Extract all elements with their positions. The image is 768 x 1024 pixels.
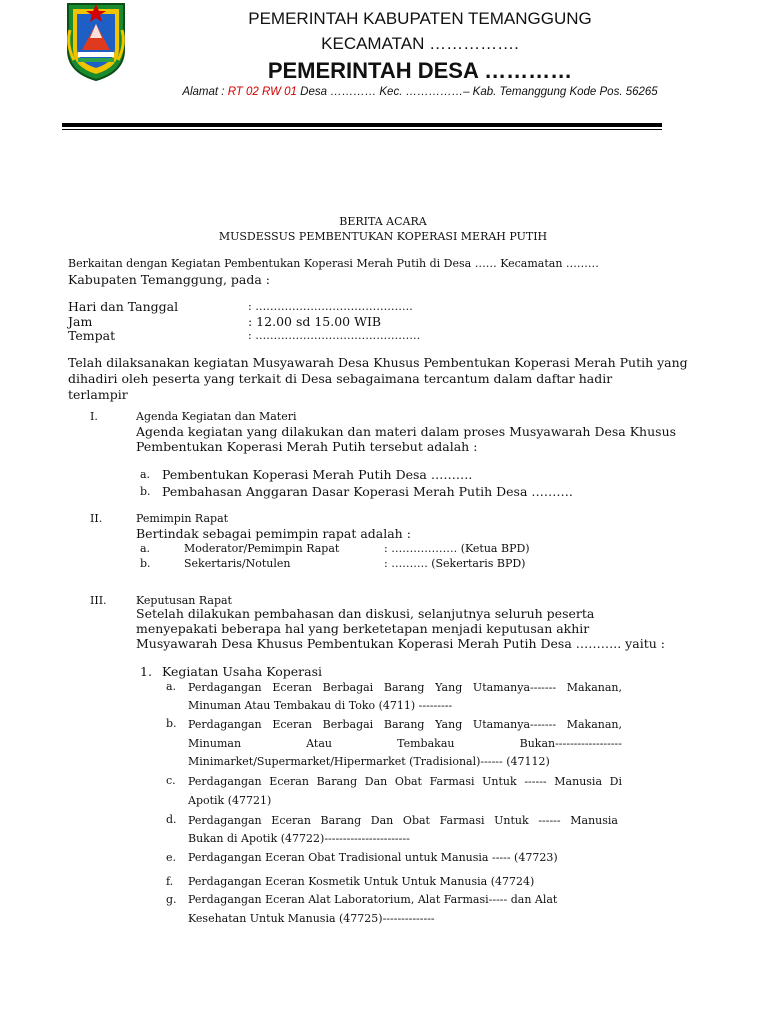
activity-c-line-2: Apotik (47721) (188, 794, 272, 807)
activity-a-line-2: Minuman Atau Tembakau di Toko (4711) --------- (188, 699, 453, 712)
document-subtitle: MUSDESSUS PEMBENTUKAN KOPERASI MERAH PUTIH (218, 230, 548, 243)
section-3-sub-number: 1. (140, 664, 152, 679)
header-village-line: PEMERINTAH DESA ………… (267, 58, 573, 83)
schedule-value-time: : 12.00 sd 15.00 WIB (248, 314, 382, 329)
activity-c-letter: c. (166, 774, 176, 787)
address-rt-rw: RT 02 RW 01 (227, 86, 297, 98)
section-2-item-a-value: : ……………… (Ketua BPD) (384, 542, 530, 555)
activity-d-line-1: Perdagangan Eceran Barang Dan Obat Farmasi Untuk ------ Manusia (188, 814, 618, 827)
activity-b-line-2: Minuman Atau Tembakau Bukan------------------ (188, 737, 622, 750)
activity-f-line-1: Perdagangan Eceran Kosmetik Untuk Untuk Manusia (47724) (188, 875, 535, 888)
header-thick-divider (62, 123, 662, 127)
section-2-item-a-role: Moderator/Pemimpin Rapat (184, 542, 340, 555)
section-1-item-a-text: Pembentukan Koperasi Merah Putih Desa ………. (162, 467, 473, 482)
section-2-item-a-letter: a. (140, 542, 151, 555)
activity-g-letter: g. (166, 893, 177, 906)
paragraph-line-2: dihadiri oleh peserta yang terkait di Desa sebagaimana tercantum dalam daftar hadir (68, 371, 613, 386)
activity-g-line-2: Kesehatan Untuk Manusia (47725)-------------- (188, 912, 435, 925)
schedule-value-date: : ……………………………………. (248, 300, 413, 313)
activity-c-line-1: Perdagangan Eceran Barang Dan Obat Farmasi Untuk ------ Manusia Di (188, 775, 622, 788)
section-1-item-b-letter: b. (140, 485, 151, 498)
section-3-number: III. (90, 594, 107, 607)
activity-b-letter: b. (166, 717, 177, 730)
header-thin-divider (62, 129, 662, 130)
section-1-item-b-text: Pembahasan Anggaran Dasar Koperasi Merah Putih Desa ………. (162, 484, 573, 499)
activity-e-line-1: Perdagangan Eceran Obat Tradisional untuk Manusia ----- (47723) (188, 851, 558, 864)
paragraph-line-3: terlampir (68, 387, 128, 402)
header-government-line: PEMERINTAH KABUPATEN TEMANGGUNG (248, 9, 592, 28)
section-1-text-1: Agenda kegiatan yang dilakukan dan materi dalam proses Musyawarah Desa Khusus (136, 424, 677, 439)
section-2-title: Pemimpin Rapat (136, 512, 229, 525)
schedule-label-date: Hari dan Tanggal (68, 299, 179, 314)
section-3-text-3: Musyawarah Desa Khusus Pembentukan Koperasi Merah Putih Desa ……….. yaitu : (136, 636, 665, 651)
intro-line-1: Berkaitan dengan Kegiatan Pembentukan Koperasi Merah Putih di Desa …… Kecamatan ……… (68, 257, 599, 270)
section-1-number: I. (90, 410, 98, 423)
activity-d-line-2: Bukan di Apotik (47722)----------------------- (188, 832, 410, 845)
schedule-value-place: : ……………………………………… (248, 329, 421, 342)
activity-a-line-1: Perdagangan Eceran Berbagai Barang Yang Utamanya------- Makanan, (188, 681, 622, 694)
section-2-number: II. (90, 512, 103, 525)
activity-b-line-1: Perdagangan Eceran Berbagai Barang Yang Utamanya------- Makanan, (188, 718, 622, 731)
address-prefix: Alamat : (182, 86, 228, 98)
intro-line-2: Kabupaten Temanggung, pada : (68, 272, 271, 287)
activity-d-letter: d. (166, 813, 177, 826)
header-district-line: KECAMATAN ……………. (321, 34, 519, 53)
activity-f-letter: f. (166, 875, 174, 888)
schedule-label-time: Jam (68, 314, 93, 329)
section-3-sub-title: Kegiatan Usaha Koperasi (162, 664, 322, 679)
activity-b-line-3: Minimarket/Supermarket/Hipermarket (Tradisional)------ (47112) (188, 755, 550, 768)
document-title: BERITA ACARA (339, 215, 427, 228)
section-3-text-1: Setelah dilakukan pembahasan dan diskusi, selanjutnya seluruh peserta (136, 606, 595, 621)
regency-emblem-logo (64, 0, 128, 82)
section-1-item-a-letter: a. (140, 468, 151, 481)
section-3-title: Keputusan Rapat (136, 594, 232, 607)
activity-a-letter: a. (166, 680, 177, 693)
section-1-text-2: Pembentukan Koperasi Merah Putih tersebut adalah : (136, 439, 478, 454)
section-1-title: Agenda Kegiatan dan Materi (136, 410, 297, 423)
schedule-label-place: Tempat (68, 328, 116, 343)
section-2-item-b-letter: b. (140, 557, 151, 570)
activity-e-letter: e. (166, 851, 177, 864)
header-address (150, 86, 690, 98)
section-2-text: Bertindak sebagai pemimpin rapat adalah : (136, 526, 411, 541)
section-2-item-b-role: Sekertaris/Notulen (184, 557, 291, 570)
activity-g-line-1: Perdagangan Eceran Alat Laboratorium, Alat Farmasi----- dan Alat (188, 893, 558, 906)
address-rest: Desa ………… Kec. ……………– Kab. Temanggung Kode Pos. 56265 (296, 86, 658, 98)
section-2-item-b-value: : ………. (Sekertaris BPD) (384, 557, 526, 570)
paragraph-line-1: Telah dilaksanakan kegiatan Musyawarah Desa Khusus Pembentukan Koperasi Merah Putih yang (68, 355, 688, 370)
section-3-text-2: menyepakati beberapa hal yang berketetapan menjadi keputusan akhir (136, 621, 590, 636)
